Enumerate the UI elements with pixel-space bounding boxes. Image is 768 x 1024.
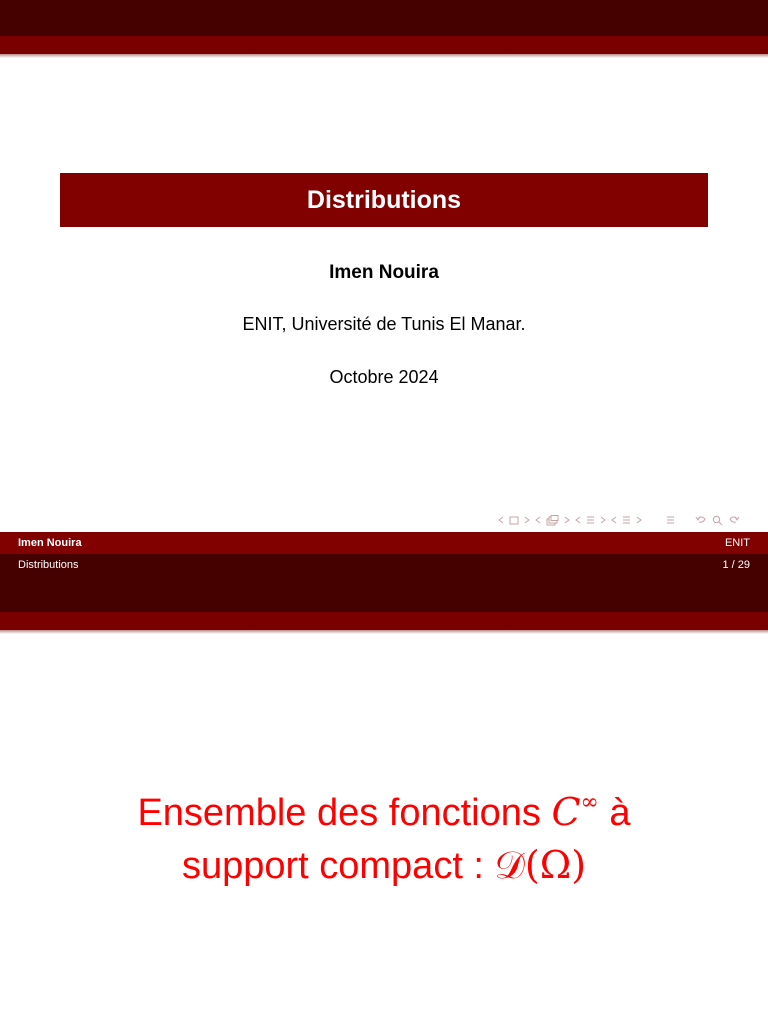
frame-icon[interactable]: [509, 516, 519, 525]
header-bar: [0, 576, 768, 612]
infinity-superscript: ∞: [580, 790, 599, 815]
appendix-icon[interactable]: [666, 515, 675, 525]
right-arrow-icon[interactable]: [524, 516, 530, 524]
c-infinity-symbol: C: [551, 790, 581, 834]
undo-icon[interactable]: [695, 515, 707, 525]
header-strip: [0, 36, 768, 54]
author-name: Imen Nouira: [329, 262, 439, 283]
slide-2: [0, 576, 768, 1024]
beamer-navigation-bar: [498, 512, 740, 528]
footer-author: Imen Nouira: [18, 537, 82, 549]
footer-page-number: 1 / 29: [722, 559, 750, 571]
section-heading-line-1: [0, 786, 768, 839]
presentation-title: Distributions: [306, 185, 462, 214]
search-icon[interactable]: [712, 515, 723, 526]
redo-icon[interactable]: [728, 515, 740, 525]
footer-title: Distributions: [18, 559, 79, 571]
left-arrow-icon[interactable]: [535, 516, 541, 524]
section-heading: [0, 786, 768, 892]
section-icon[interactable]: [586, 515, 595, 525]
institute: ENIT, Université de Tunis El Manar.: [242, 314, 526, 334]
left-arrow-icon[interactable]: [611, 516, 617, 524]
right-arrow-icon[interactable]: [600, 516, 606, 524]
section-heading-text-2: support compact :: [181, 845, 495, 887]
footer-top-band: [0, 532, 768, 554]
section-icon[interactable]: [622, 515, 631, 525]
right-arrow-icon[interactable]: [636, 516, 642, 524]
header-shadow: [0, 54, 768, 58]
footer-bottom-band: [0, 554, 768, 576]
d-omega-symbol: 𝒟(Ω): [494, 843, 587, 887]
presentation-date: Octobre 2024: [329, 367, 439, 387]
left-arrow-icon[interactable]: [575, 516, 581, 524]
left-arrow-icon[interactable]: [498, 516, 504, 524]
section-heading-line-2: [0, 839, 768, 892]
header-shadow: [0, 630, 768, 634]
right-arrow-icon[interactable]: [564, 516, 570, 524]
section-heading-text: Ensemble des fonctions: [137, 792, 552, 834]
header-bar: [0, 0, 768, 36]
header-strip: [0, 612, 768, 630]
footer-institute: ENIT: [724, 537, 750, 549]
section-heading-text-end: à: [598, 792, 631, 834]
subsection-icon[interactable]: [546, 515, 559, 526]
title-box: [60, 173, 708, 227]
